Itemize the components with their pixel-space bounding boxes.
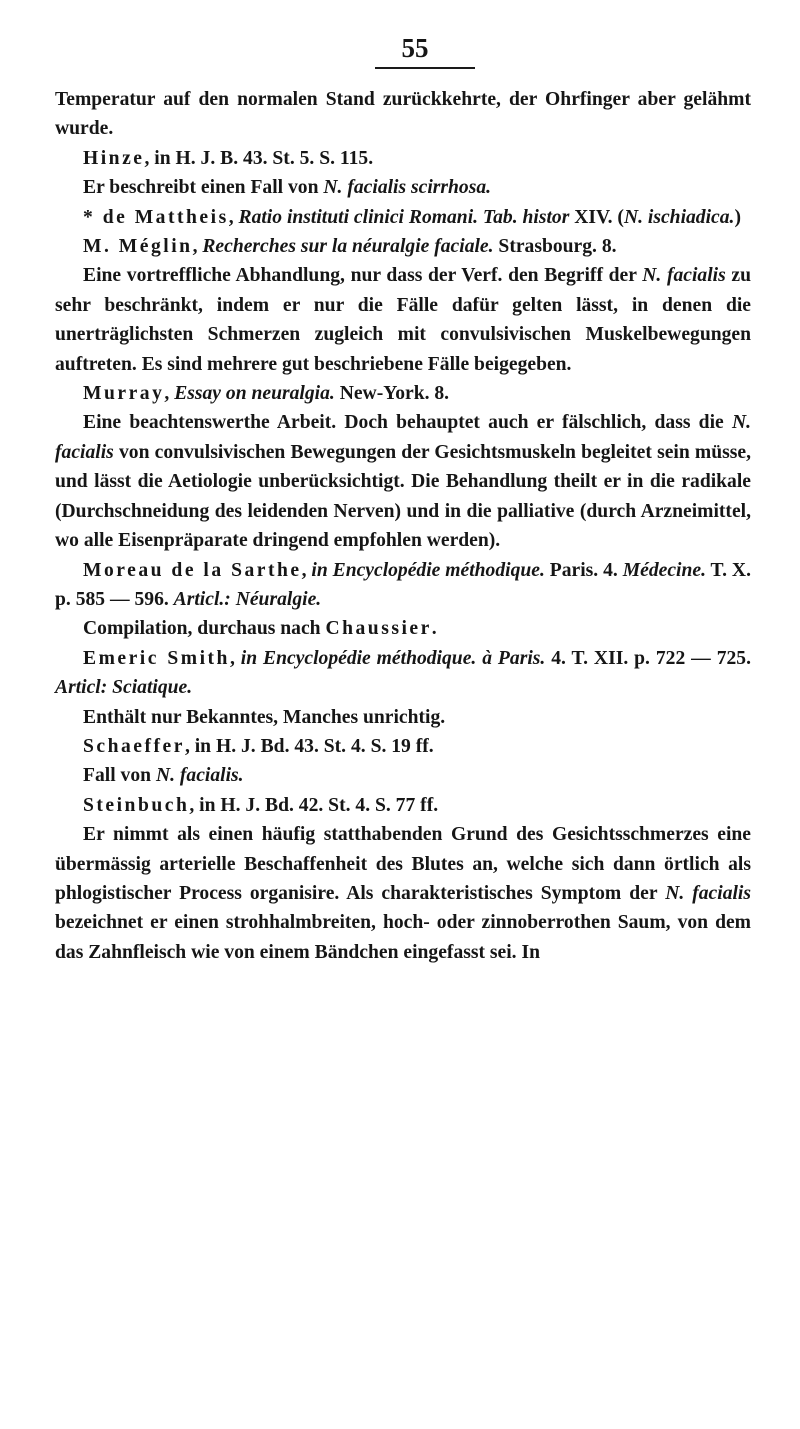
author-name: Steinbuch xyxy=(83,794,190,816)
author-name: * de Mattheis xyxy=(83,206,229,228)
italic-text: Médecine. xyxy=(622,559,706,581)
italic-text: in Encyclopédie méthodique. xyxy=(311,559,545,581)
paragraph xyxy=(55,761,751,790)
text-run: Er nimmt als einen häufig statthabenden Grund des Gesichtsschmerzes eine übermässig arterielle Beschaffenheit des Blutes an, welche sich dann örtlich als phlogistischer Process organisire. Als charakteristisches Symptom der xyxy=(55,824,751,904)
author-name: Schaeffer xyxy=(83,735,185,757)
paragraph xyxy=(55,85,751,144)
page-number-rule xyxy=(375,67,475,69)
italic-text: N. facialis scirrhosa. xyxy=(323,177,492,199)
paragraph xyxy=(55,614,751,643)
text-run: , in H. J. B. 43. St. 5. S. 115. xyxy=(144,147,374,169)
paragraph xyxy=(55,173,751,202)
italic-text: Articl: Sciatique. xyxy=(55,677,193,699)
text-run: Fall von xyxy=(83,765,156,787)
paragraph xyxy=(55,556,751,615)
text-run: , xyxy=(228,206,239,228)
italic-text: N. facialis xyxy=(55,412,751,463)
text-run: Enthält nur Bekanntes, Manches unrichtig. xyxy=(83,706,446,728)
text-run: , in H. J. Bd. 43. St. 4. S. 19 ff. xyxy=(184,735,434,757)
author-name: Murray xyxy=(83,383,165,405)
text-run: XIV. ( xyxy=(569,206,624,228)
text-run: zu sehr beschränkt, indem er nur die Fälle dafür gelten lässt, in denen die unerträglichsten Schmerzen zugleich mit convulsivischen Muskelbewegungen auftreten. Es sind mehrere gut beschriebene Fälle beigegeben. xyxy=(55,265,752,375)
paragraph xyxy=(55,232,751,261)
text-run: , in H. J. Bd. 42. St. 4. S. 77 ff. xyxy=(189,794,439,816)
author-name: Chaussier xyxy=(325,618,432,640)
text-run: , xyxy=(229,647,241,669)
paragraph xyxy=(55,644,751,703)
text-run: Strasbourg. 8. xyxy=(493,236,617,258)
italic-text: N. ischiadica. xyxy=(623,206,735,228)
italic-text: Articl.: Néuralgie. xyxy=(173,588,322,610)
paragraph xyxy=(55,144,751,173)
text-run: ) xyxy=(734,206,741,228)
text-run: Temperatur auf den normalen Stand zurückkehrte, der Ohrfinger aber gelähmt wurde. xyxy=(55,89,751,140)
paragraph xyxy=(55,791,751,820)
author-name: Moreau de la Sarthe xyxy=(83,559,302,581)
paragraph xyxy=(55,732,751,761)
italic-text: Essay on neuralgia. xyxy=(174,383,335,405)
text-run: , xyxy=(301,559,312,581)
paragraph xyxy=(55,820,751,967)
page-number: 55 xyxy=(401,33,429,63)
text-run: New-York. 8. xyxy=(334,383,450,405)
body-text xyxy=(55,85,751,967)
italic-text: N. facialis. xyxy=(155,765,244,787)
paragraph xyxy=(55,408,751,555)
text-run: Er beschreibt einen Fall von xyxy=(83,177,324,199)
text-run: Eine vortreffliche Abhandlung, nur dass der Verf. den Begriff der xyxy=(83,265,643,287)
author-name: Emeric Smith xyxy=(83,647,230,669)
text-run: T. X. p. 585 — 596. xyxy=(55,559,751,610)
text-run: Eine beachtenswerthe Arbeit. Doch behauptet auch er fälschlich, dass die xyxy=(83,412,732,434)
text-run: , xyxy=(192,236,203,258)
paragraph xyxy=(55,203,751,232)
text-run: 4. T. XII. p. 722 — 725. xyxy=(545,647,751,669)
italic-text: in Encyclopédie méthodique. à Paris. xyxy=(240,647,546,669)
italic-text: Ratio instituti clinici Romani. Tab. histor xyxy=(238,206,570,228)
author-name: Hinze xyxy=(83,147,145,169)
italic-text: N. facialis xyxy=(665,882,752,904)
text-run: von convulsivischen Bewegungen der Gesichtsmuskeln begleitet sein müsse, und lässt die Aetiologie unberücksichtigt. Die Behandlung theilt er in die radikale (Durchschneidung des leidenden Nerven) und in die palliative (durch Arzneimittel, wo alle Eisenpräparate dringend empfohlen werden). xyxy=(55,441,751,552)
text-run: . xyxy=(431,618,437,640)
text-run: Compilation, durchaus nach xyxy=(83,618,326,640)
text-run: bezeichnet er einen strohhalmbreiten, hoch- oder zinnoberrothen Saum, von dem das Zahnfleisch wie von einem Bändchen eingefasst sei. In xyxy=(55,912,751,963)
italic-text: N. facialis xyxy=(642,265,726,287)
text-run: , xyxy=(164,383,175,405)
paragraph xyxy=(55,703,751,732)
author-name: M. Méglin xyxy=(83,236,193,258)
text-run: Paris. 4. xyxy=(544,559,623,581)
paragraph xyxy=(55,261,751,379)
italic-text: Recherches sur la néuralgie faciale. xyxy=(202,236,494,258)
paragraph xyxy=(55,379,751,408)
